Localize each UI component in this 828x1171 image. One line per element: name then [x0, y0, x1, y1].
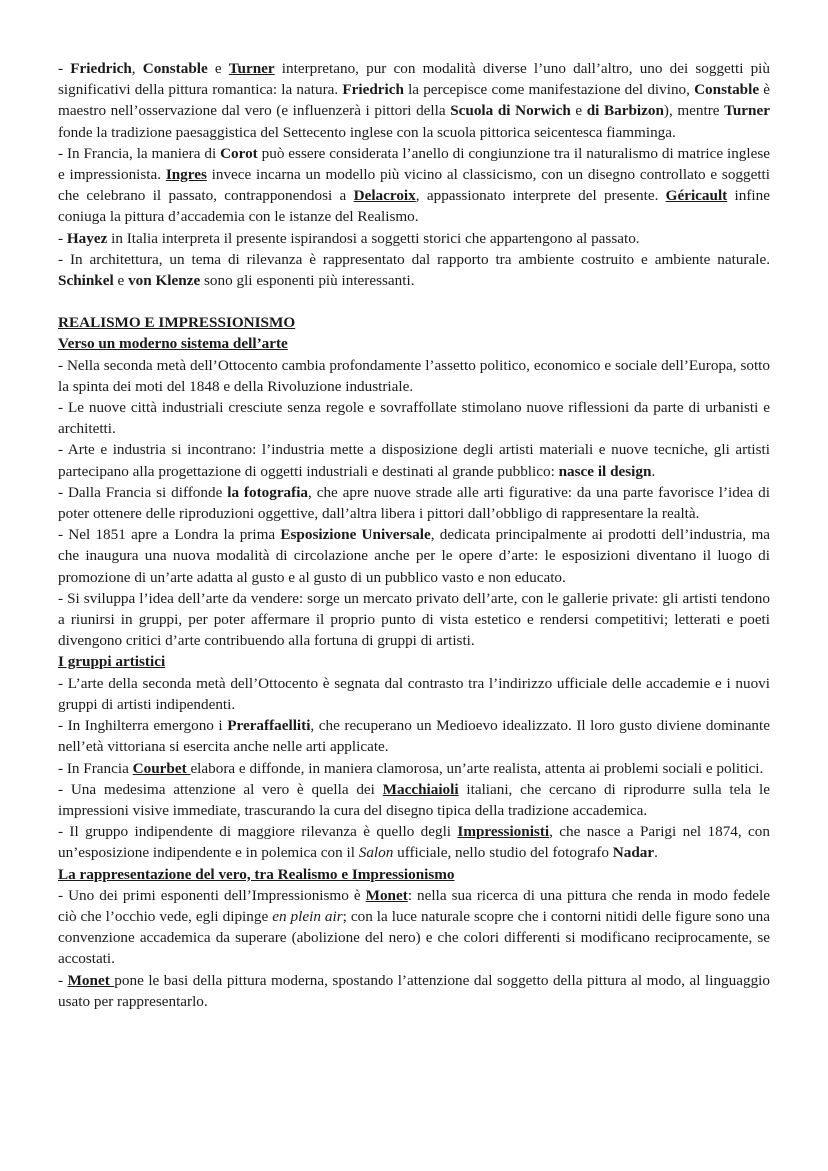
text-run: e: [570, 102, 587, 120]
bold-term: Nadar: [612, 844, 655, 862]
text-run: : nella sua ricerca di una pittura che renda in modo fedele ciò che l’occhio vede, egli dipinge: [58, 886, 771, 925]
bold-term: Ingres: [165, 166, 207, 184]
text-run: interpretano, pur con modalità diverse l’uno dall’altro, uno dei soggetti più significativi della pittura romantica: la natura.: [58, 60, 770, 99]
italic-term: en plein air: [272, 907, 343, 925]
text-run: , che nasce a Parigi nel 1874, con un’esposizione indipendente e in polemica con il: [58, 823, 770, 862]
section-heading: Verso un moderno sistema dell’arte: [58, 335, 288, 353]
text-run: - In Francia, la maniera di: [58, 144, 221, 162]
text-run: è maestro nell’osservazione dal vero (e influenzerà i pittori della: [58, 81, 770, 120]
text-run: in Italia interpreta il presente ispirandosi a soggetti storici che appartengono al passato.: [107, 229, 640, 247]
text-run: invece incarna un modello più vicino al classicismo, con un disegno controllato e soggetti che celebrano il passato, contrapponendosi a: [58, 166, 770, 205]
text-run: - Uno dei primi esponenti dell’Impressionismo è: [58, 886, 366, 904]
text-run: , che recuperano un Medioevo idealizzato. Il loro gusto diviene dominante nell’età vittoriana si esercita anche nelle arti applicate.: [58, 717, 770, 756]
paragraph: [58, 143, 770, 228]
bold-term: Preraffaelliti: [227, 717, 311, 735]
section-heading: La rappresentazione del vero, tra Realismo e Impressionismo: [58, 865, 455, 883]
text-run: ,: [131, 60, 143, 77]
text-run: - Si sviluppa l’idea dell’arte da vendere: sorge un mercato privato dell’arte, con le gallerie private: gli artisti tendono a riunirsi in gruppi, per poter affermare il proprio punto di vista estetico e rendersi competitivi; letterati e poeti divengono critici d’arte contribuendo alla fortuna di gruppi di artisti.: [58, 589, 770, 650]
section-heading: I gruppi artistici: [58, 653, 166, 671]
text-run: .: [654, 844, 658, 862]
bold-term: Macchiaioli: [382, 780, 459, 798]
bold-term: di Barbizon: [586, 102, 664, 120]
section-gap: [58, 291, 770, 312]
paragraph: [58, 821, 770, 863]
text-run: ; con la luce naturale scopre che i contorni nitidi delle figure sono una convenzione accademica da superare (abolizione del nero) e che colori differenti si modificano reciprocamente, se accostati.: [58, 907, 770, 968]
text-run: -: [58, 971, 68, 989]
paragraph: [58, 524, 770, 588]
paragraph: [58, 58, 770, 143]
text-run: può essere considerata l’anello di congiunzione tra il naturalismo di matrice inglese e impressionista.: [58, 144, 770, 184]
text-run: , appassionato interprete del presente.: [415, 187, 666, 205]
text-run: .: [651, 462, 656, 480]
text-run: ufficiale, nello studio del fotografo: [393, 844, 613, 862]
bold-term: Impressionisti: [457, 823, 550, 841]
paragraph: [58, 715, 770, 757]
bold-term: Turner: [724, 102, 770, 120]
bold-term: Courbet: [132, 759, 191, 777]
text-run: - Le nuove città industriali cresciute senza regole e sovraffollate stimolano nuove riflessioni da parte di urbanisti e architetti.: [58, 399, 770, 438]
text-run: - In Inghilterra emergono i: [58, 717, 228, 735]
section-heading: REALISMO E IMPRESSIONISMO: [58, 314, 296, 332]
text-run: - In architettura, un tema di rilevanza è rappresentato dal rapporto tra ambiente costruito e ambiente naturale.: [58, 250, 770, 268]
bold-term: Turner: [228, 60, 275, 77]
text-run: - Nella seconda metà dell’Ottocento cambia profondamente l’assetto politico, economico e sociale dell’Europa, sotto la spinta dei moti del 1848 e della Rivoluzione industriale.: [58, 356, 770, 395]
text-run: italiani, che cercano di riprodurre sulla tela le impressioni visive immediate, trascurando la cura del disegno tipica della tradizione accademica.: [58, 780, 771, 819]
text-run: la percepisce come manifestazione del divino,: [403, 81, 695, 99]
text-run: - Il gruppo indipendente di maggiore rilevanza è quello degli: [58, 823, 458, 841]
text-run: - Nel 1851 apre a Londra la prima: [58, 526, 281, 544]
text-run: - Arte e industria si incontrano: l’industria mette a disposizione degli artisti materiali e nuove tecniche, gli artisti partecipano alla progettazione di oggetti industriali e destinati al grande pubblico:: [58, 441, 770, 480]
text-run: pone le basi della pittura moderna, spostando l’attenzione dal soggetto della pittura al modo, al linguaggio usato per rappresentarlo.: [58, 971, 770, 1010]
text-run: -: [58, 229, 67, 247]
bold-term: nasce il design: [558, 462, 652, 480]
paragraph: [58, 482, 770, 524]
paragraph: [58, 249, 770, 291]
bold-term: Constable: [142, 60, 208, 77]
paragraph: [58, 439, 770, 481]
text-run: sono gli esponenti più interessanti.: [200, 272, 415, 290]
text-run: infine coniuga la pittura d’accademia con le istanze del Realismo.: [58, 187, 770, 226]
paragraph: [58, 355, 770, 397]
paragraph: [58, 228, 770, 249]
bold-term: Schinkel: [58, 272, 114, 290]
bold-term: Esposizione Universale: [280, 526, 431, 544]
bold-term: Scuola di Norwich: [450, 102, 571, 120]
text-run: - Una medesima attenzione al vero è quella dei: [58, 780, 383, 798]
paragraph: [58, 885, 770, 970]
paragraph: [58, 970, 770, 1012]
text-run: e: [207, 60, 229, 77]
text-run: -: [58, 60, 71, 77]
text-run: , dedicata principalmente ai prodotti dell’industria, ma che inaugura una nuova modalità di circolazione anche per le opere d’arte: le esposizioni diventano il luogo di promozione di un’arte adatta al gusto e al gusto di un pubblico vasto e non educato.: [58, 526, 770, 586]
bold-term: Friedrich: [70, 60, 132, 77]
paragraph: [58, 758, 770, 779]
text-run: ), mentre: [663, 102, 725, 120]
text-run: , che apre nuove strade alle arti figurative: da una parte favorisce l’idea di poter ottenere delle riproduzioni oggettive, dall’altra libera i pittori dall’obbligo di rappresentare la realtà.: [58, 483, 770, 523]
bold-term: von Klenze: [128, 272, 201, 290]
bold-term: Friedrich: [342, 81, 404, 99]
italic-term: Salon: [358, 844, 394, 862]
bold-term: Corot: [220, 144, 258, 162]
text-run: - In Francia: [58, 759, 133, 777]
paragraph: [58, 673, 770, 715]
text-run: elabora e diffonde, in maniera clamorosa, un’arte realista, attenta ai problemi sociali e politici.: [190, 759, 764, 777]
paragraph: [58, 779, 770, 821]
text-run: - L’arte della seconda metà dell’Ottocento è segnata dal contrasto tra l’indirizzo ufficiale delle accademie e i nuovi gruppi di artisti indipendenti.: [58, 674, 770, 713]
bold-term: Monet: [365, 886, 408, 904]
text-run: - Dalla Francia si diffonde: [58, 483, 228, 501]
bold-term: la fotografia: [227, 483, 309, 501]
text-run: fonde la tradizione paesaggistica del Settecento inglese con la scuola pittorica seicentesca fiamminga.: [58, 123, 676, 141]
bold-term: Delacroix: [353, 187, 416, 205]
bold-term: Constable: [694, 81, 760, 99]
text-run: e: [113, 272, 129, 290]
paragraph: [58, 588, 770, 652]
bold-term: Monet: [67, 971, 115, 989]
bold-term: Hayez: [66, 229, 108, 247]
bold-term: Géricault: [665, 187, 728, 205]
paragraph: [58, 397, 770, 439]
